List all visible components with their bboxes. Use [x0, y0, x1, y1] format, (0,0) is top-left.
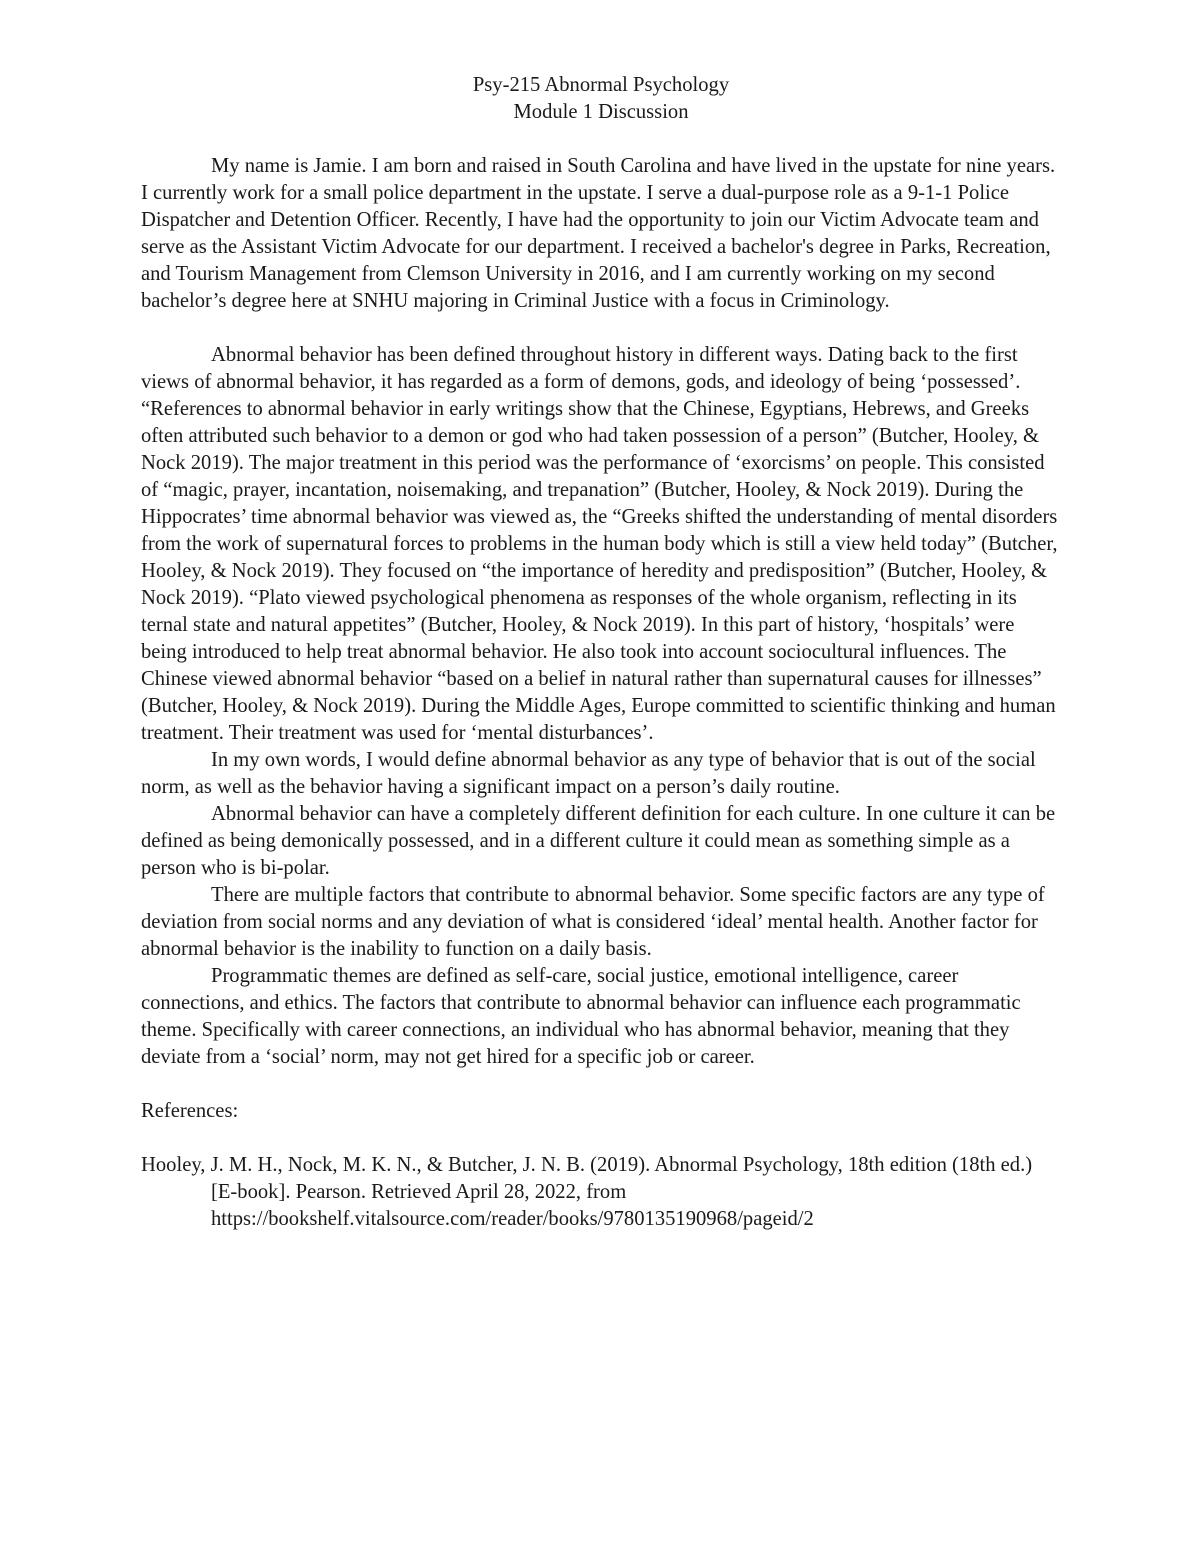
spacer [141, 1071, 1061, 1098]
spacer [141, 126, 1061, 153]
history-paragraph: Abnormal behavior has been defined throughout history in different ways. Dating back to the first views of abnormal behavior, it has regarded as a form of demons, gods, and ideology of being ‘possessed’. “References to abnormal behavior in early writings show that the Chinese, Egyptians, Hebrews, and Greeks often attributed such behavior to a demon or god who had taken possession of a person” (Butcher, Hooley, & Nock 2019). The major treatment in this period was the performance of ‘exorcisms’ on people. This consisted of “magic, prayer, incantation, noisemaking, and trepanation” (Butcher, Hooley, & Nock 2019). During the Hippocrates’ time abnormal behavior was viewed as, the “Greeks shifted the understanding of mental disorders from the work of supernatural forces to problems in the human body which is still a view held today” (Butcher, Hooley, & Nock 2019). They focused on “the importance of heredity and predisposition” (Butcher, Hooley, & Nock 2019). “Plato viewed psychological phenomena as responses of the whole organism, reflecting in its ternal state and natural appetites” (Butcher, Hooley, & Nock 2019). In this part of history, ‘hospitals’ were being introduced to help treat abnormal behavior. He also took into account sociocultural influences. The Chinese viewed abnormal behavior “based on a belief in natural rather than supernatural causes for illnesses” (Butcher, Hooley, & Nock 2019). During the Middle Ages, Europe committed to scientific thinking and human treatment. Their treatment was used for ‘mental disturbances’. [141, 344, 1058, 744]
assignment-title: Module 1 Discussion [513, 101, 689, 123]
document-content [141, 72, 1061, 1233]
factors-paragraph: There are multiple factors that contribute to abnormal behavior. Some specific factors are any type of deviation from social norms and any deviation of what is considered ‘ideal’ mental health. Another factor for abnormal behavior is the inability to function on a daily basis. [141, 884, 1045, 960]
spacer [141, 1125, 1061, 1152]
culture-paragraph: Abnormal behavior can have a completely different definition for each culture. In one culture it can be defined as being demonically possessed, and in a different culture it could mean as something simple as a person who is bi-polar. [141, 803, 1056, 879]
reference-entry: Hooley, J. M. H., Nock, M. K. N., & Butcher, J. N. B. (2019). Abnormal Psychology, 18th edition (18th ed.) [E-book]. Pearson. Retrieved April 28, 2022, from https://bookshelf.vitalsource.com/reader/books/9780135190968/pageid/2 [141, 1154, 1033, 1230]
themes-paragraph: Programmatic themes are defined as self-care, social justice, emotional intelligence, career connections, and ethics. The factors that contribute to abnormal behavior can influence each programmatic theme. Specifically with career connections, an individual who has abnormal behavior, meaning that they deviate from a ‘social’ norm, may not get hired for a specific job or career. [141, 965, 1021, 1068]
definition-paragraph: In my own words, I would define abnormal behavior as any type of behavior that is out of the social norm, as well as the behavior having a significant impact on a person’s daily routine. [141, 749, 1036, 798]
course-title: Psy-215 Abnormal Psychology [472, 74, 730, 96]
intro-paragraph: My name is Jamie. I am born and raised in South Carolina and have lived in the upstate for nine years. I currently work for a small police department in the upstate. I serve a dual-purpose role as a 9-1-1 Police Dispatcher and Detention Officer. Recently, I have had the opportunity to join our Victim Advocate team and serve as the Assistant Victim Advocate for our department. I received a bachelor's degree in Parks, Recreation, and Tourism Management from Clemson University in 2016, and I am currently working on my second bachelor’s degree here at SNHU majoring in Criminal Justice with a focus in Criminology. [141, 155, 1056, 312]
references-heading: References: [141, 1100, 239, 1122]
spacer [141, 315, 1061, 342]
